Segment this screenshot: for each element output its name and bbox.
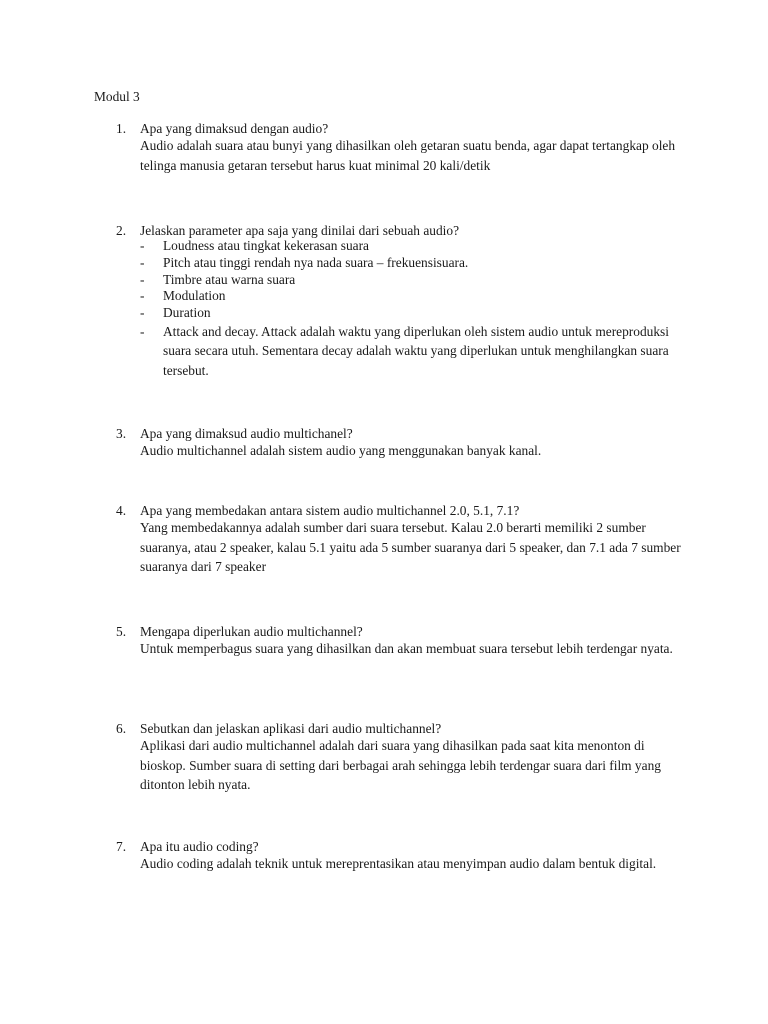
question-text: Apa itu audio coding? <box>140 839 259 854</box>
question-number: 6. <box>116 721 127 736</box>
question-number: 7. <box>116 839 127 854</box>
question-text: Sebutkan dan jelaskan aplikasi dari audio multichannel? <box>140 721 442 736</box>
question-number: 2. <box>116 223 127 238</box>
dash-marker: - <box>140 271 145 287</box>
bullet-list <box>140 238 685 380</box>
answer-text: Yang membedakannya adalah sumber dari suara tersebut. Kalau 2.0 berarti memiliki 2 sumber suaranya, atau 2 speaker, kalau 5.1 yaitu ada 5 sumber suaranya dari 5 speaker, dan 7.1 ada 7 sumber suaranya dari 7 speaker <box>140 520 681 574</box>
document-title: Modul 3 <box>94 89 140 104</box>
question-number: 1. <box>116 121 127 136</box>
question-number: 5. <box>116 624 127 639</box>
answer-text: Audio adalah suara atau bunyi yang dihasilkan oleh getaran suatu benda, agar dapat tertangkap oleh telinga manusia getaran tersebut harus kuat minimal 20 kali/detik <box>140 138 676 173</box>
answer-text: Audio coding adalah teknik untuk mereprentasikan atau menyimpan audio dalam bentuk digital. <box>140 856 657 871</box>
question-text: Apa yang dimaksud dengan audio? <box>140 121 329 136</box>
bullet-item: - Timbre atau warna suara <box>140 271 296 287</box>
answer-text: Aplikasi dari audio multichannel adalah dari suara yang dihasilkan pada saat kita menonton di bioskop. Sumber suara di setting dari berbagai arah sehingga lebih terdengar suara dari film yang ditonton lebih nyata. <box>140 738 661 792</box>
dash-marker: - <box>140 288 145 304</box>
bullet-item: - Modulation <box>140 288 226 304</box>
bullet-item: - Attack and decay. Attack adalah waktu yang diperlukan oleh sistem audio untuk mereproduksi suara secara utuh. Sementara decay adalah waktu yang diperlukan untuk menghilangkan suara tersebut. <box>140 323 669 378</box>
bullet-item: - Pitch atau tinggi rendah nya nada suara – frekuensisuara. <box>140 254 469 270</box>
answer-text: Audio multichannel adalah sistem audio yang menggunakan banyak kanal. <box>140 443 542 458</box>
dash-marker: - <box>140 305 145 321</box>
bullet-item: - Duration <box>140 305 211 321</box>
question-text: Apa yang dimaksud audio multichanel? <box>140 426 353 441</box>
question-text: Jelaskan parameter apa saja yang dinilai dari sebuah audio? <box>140 223 460 238</box>
question-text: Apa yang membedakan antara sistem audio multichannel 2.0, 5.1, 7.1? <box>140 503 520 518</box>
answer-text: Untuk memperbagus suara yang dihasilkan dan akan membuat suara tersebut lebih terdengar nyata. <box>140 641 673 656</box>
dash-marker: - <box>140 238 145 253</box>
question-number: 4. <box>116 503 127 518</box>
question-text: Mengapa diperlukan audio multichannel? <box>140 624 363 639</box>
question-number: 3. <box>116 426 127 441</box>
bullet-item: - Loudness atau tingkat kekerasan suara <box>140 238 369 253</box>
dash-marker: - <box>140 323 145 339</box>
dash-marker: - <box>140 254 145 270</box>
